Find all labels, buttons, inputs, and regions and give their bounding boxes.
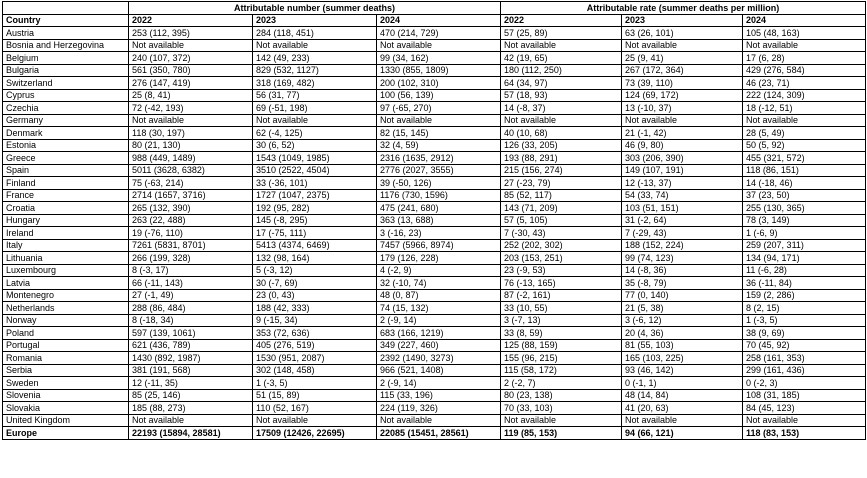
- number-2022-cell: Not available: [129, 39, 253, 52]
- number-2023-cell: 110 (52, 167): [253, 402, 377, 415]
- number-2023-cell: 1530 (951, 2087): [253, 352, 377, 365]
- rate-2023-cell: 25 (9, 41): [622, 52, 743, 65]
- number-2023-cell: 353 (72, 636): [253, 327, 377, 340]
- table-row: [3, 177, 866, 190]
- table-row: [3, 202, 866, 215]
- table-row: [3, 102, 866, 115]
- number-2022-cell: 240 (107, 372): [129, 52, 253, 65]
- number-2023-cell: 62 (-4, 125): [253, 127, 377, 140]
- number-2023-cell: 33 (-36, 101): [253, 177, 377, 190]
- table-row: [3, 27, 866, 40]
- rate-2023-cell: 303 (206, 390): [622, 152, 743, 165]
- header-year-row: [3, 14, 866, 27]
- country-cell: Ireland: [3, 227, 129, 240]
- country-cell: Norway: [3, 314, 129, 327]
- header-group-row: [3, 2, 866, 15]
- header-rate-year-2023: 2023: [622, 14, 743, 27]
- number-2022-cell: 263 (22, 488): [129, 214, 253, 227]
- number-2024-cell: 2 (-9, 14): [377, 314, 501, 327]
- number-2022-cell: 561 (350, 780): [129, 64, 253, 77]
- number-2024-cell: 4 (-2, 9): [377, 264, 501, 277]
- rate-2022-cell: 3 (-7, 13): [501, 314, 622, 327]
- number-2024-cell: Not available: [377, 39, 501, 52]
- rate-2023-cell: Not available: [622, 414, 743, 427]
- table-row: [3, 127, 866, 140]
- country-cell: Belgium: [3, 52, 129, 65]
- number-2023-cell: 405 (276, 519): [253, 339, 377, 352]
- rate-2022-cell: 7 (-30, 43): [501, 227, 622, 240]
- number-2024-cell: 2316 (1635, 2912): [377, 152, 501, 165]
- header-number-year-2024: 2024: [377, 14, 501, 27]
- rate-2023-cell: 99 (74, 123): [622, 252, 743, 265]
- rate-2023-cell: 149 (107, 191): [622, 164, 743, 177]
- table-row: [3, 327, 866, 340]
- rate-2024-cell: 105 (48, 163): [743, 27, 866, 40]
- number-2023-cell: 5413 (4374, 6469): [253, 239, 377, 252]
- rate-2023-cell: Not available: [622, 39, 743, 52]
- country-cell: Greece: [3, 152, 129, 165]
- country-cell: Denmark: [3, 127, 129, 140]
- country-cell: Czechia: [3, 102, 129, 115]
- number-2023-cell: 17 (-75, 111): [253, 227, 377, 240]
- rate-2022-cell: 33 (10, 55): [501, 302, 622, 315]
- rate-2023-cell: 3 (-6, 12): [622, 314, 743, 327]
- country-cell: Austria: [3, 27, 129, 40]
- rate-2024-cell: Not available: [743, 414, 866, 427]
- rate-2022-cell: Not available: [501, 39, 622, 52]
- rate-2023-cell: 48 (14, 84): [622, 389, 743, 402]
- country-cell: Spain: [3, 164, 129, 177]
- table-row: [3, 389, 866, 402]
- number-2023-cell: 132 (98, 164): [253, 252, 377, 265]
- rate-2024-cell: 11 (-6, 28): [743, 264, 866, 277]
- rate-2024-cell: 134 (94, 171): [743, 252, 866, 265]
- number-2022-cell: 75 (-63, 214): [129, 177, 253, 190]
- number-2023-cell: 284 (118, 451): [253, 27, 377, 40]
- number-2024-cell: 200 (102, 310): [377, 77, 501, 90]
- rate-2023-cell: 77 (0, 140): [622, 289, 743, 302]
- number-2022-cell: 80 (21, 130): [129, 139, 253, 152]
- table-row: [3, 377, 866, 390]
- rate-2022-cell: 143 (71, 209): [501, 202, 622, 215]
- rate-2023-cell: 21 (-1, 42): [622, 127, 743, 140]
- rate-2022-cell: 57 (25, 89): [501, 27, 622, 40]
- table-row: [3, 302, 866, 315]
- summer-deaths-table: [2, 1, 866, 440]
- rate-2022-cell: 2 (-2, 7): [501, 377, 622, 390]
- number-2024-cell: 966 (521, 1408): [377, 364, 501, 377]
- number-2023-cell: 829 (532, 1127): [253, 64, 377, 77]
- rate-2022-cell: 23 (-9, 53): [501, 264, 622, 277]
- rate-2023-cell: 165 (103, 225): [622, 352, 743, 365]
- rate-2023-cell: 7 (-29, 43): [622, 227, 743, 240]
- number-2022-cell: 988 (449, 1489): [129, 152, 253, 165]
- table-row: [3, 402, 866, 415]
- rate-2022-cell: 215 (156, 274): [501, 164, 622, 177]
- country-cell: Montenegro: [3, 289, 129, 302]
- country-cell: Bosnia and Herzegovina: [3, 39, 129, 52]
- number-2022-cell: 25 (8, 41): [129, 89, 253, 102]
- table-row: [3, 64, 866, 77]
- country-cell: Hungary: [3, 214, 129, 227]
- total-rate-2022-cell: 119 (85, 153): [501, 427, 622, 440]
- rate-2024-cell: 46 (23, 71): [743, 77, 866, 90]
- rate-2022-cell: 180 (112, 250): [501, 64, 622, 77]
- number-2024-cell: 224 (119, 326): [377, 402, 501, 415]
- table-body: [3, 27, 866, 440]
- header-attributable-number: Attributable number (summer deaths): [129, 2, 501, 15]
- rate-2022-cell: 203 (153, 251): [501, 252, 622, 265]
- number-2024-cell: 7457 (5966, 8974): [377, 239, 501, 252]
- header-number-year-2022: 2022: [129, 14, 253, 27]
- number-2024-cell: 32 (-10, 74): [377, 277, 501, 290]
- number-2024-cell: 1330 (855, 1809): [377, 64, 501, 77]
- table-row: [3, 289, 866, 302]
- rate-2022-cell: 57 (5, 105): [501, 214, 622, 227]
- number-2024-cell: 363 (13, 688): [377, 214, 501, 227]
- table-row: [3, 314, 866, 327]
- number-2023-cell: 23 (0, 43): [253, 289, 377, 302]
- rate-2022-cell: 115 (58, 172): [501, 364, 622, 377]
- number-2024-cell: 3 (-16, 23): [377, 227, 501, 240]
- number-2022-cell: 185 (88, 273): [129, 402, 253, 415]
- table-row: [3, 339, 866, 352]
- rate-2022-cell: 70 (33, 103): [501, 402, 622, 415]
- number-2023-cell: 1543 (1049, 1985): [253, 152, 377, 165]
- number-2023-cell: 3510 (2522, 4504): [253, 164, 377, 177]
- number-2024-cell: 32 (4, 59): [377, 139, 501, 152]
- number-2023-cell: 9 (-15, 34): [253, 314, 377, 327]
- country-cell: Italy: [3, 239, 129, 252]
- rate-2024-cell: 0 (-2, 3): [743, 377, 866, 390]
- number-2022-cell: 7261 (5831, 8701): [129, 239, 253, 252]
- table-row: [3, 77, 866, 90]
- rate-2022-cell: 76 (-13, 165): [501, 277, 622, 290]
- number-2022-cell: 253 (112, 395): [129, 27, 253, 40]
- number-2023-cell: 145 (-8, 295): [253, 214, 377, 227]
- number-2023-cell: Not available: [253, 414, 377, 427]
- number-2023-cell: 5 (-3, 12): [253, 264, 377, 277]
- rate-2022-cell: 193 (88, 291): [501, 152, 622, 165]
- country-cell: Slovakia: [3, 402, 129, 415]
- rate-2023-cell: 63 (26, 101): [622, 27, 743, 40]
- header-rate-year-2024: 2024: [743, 14, 866, 27]
- table-row: [3, 252, 866, 265]
- number-2022-cell: Not available: [129, 114, 253, 127]
- number-2022-cell: 1430 (892, 1987): [129, 352, 253, 365]
- rate-2023-cell: 20 (4, 36): [622, 327, 743, 340]
- rate-2022-cell: 126 (33, 205): [501, 139, 622, 152]
- rate-2024-cell: 258 (161, 353): [743, 352, 866, 365]
- rate-2022-cell: 42 (19, 65): [501, 52, 622, 65]
- country-cell: Switzerland: [3, 77, 129, 90]
- table-row: [3, 264, 866, 277]
- country-cell: Finland: [3, 177, 129, 190]
- number-2023-cell: 192 (95, 282): [253, 202, 377, 215]
- table-row: [3, 414, 866, 427]
- total-country-cell: Europe: [3, 427, 129, 440]
- number-2023-cell: 1727 (1047, 2375): [253, 189, 377, 202]
- rate-2024-cell: 118 (86, 151): [743, 164, 866, 177]
- rate-2023-cell: 103 (51, 151): [622, 202, 743, 215]
- country-cell: Netherlands: [3, 302, 129, 315]
- header-attributable-rate: Attributable rate (summer deaths per million): [501, 2, 866, 15]
- table-row: [3, 189, 866, 202]
- header-blank-cell: [3, 2, 129, 15]
- number-2024-cell: 683 (166, 1219): [377, 327, 501, 340]
- rate-2023-cell: 124 (69, 172): [622, 89, 743, 102]
- rate-2024-cell: 108 (31, 185): [743, 389, 866, 402]
- country-cell: Bulgaria: [3, 64, 129, 77]
- table-row: [3, 52, 866, 65]
- number-2024-cell: 82 (15, 145): [377, 127, 501, 140]
- rate-2023-cell: 93 (46, 142): [622, 364, 743, 377]
- rate-2024-cell: 17 (6, 28): [743, 52, 866, 65]
- number-2023-cell: Not available: [253, 114, 377, 127]
- total-rate-2023-cell: 94 (66, 121): [622, 427, 743, 440]
- country-cell: Sweden: [3, 377, 129, 390]
- rate-2024-cell: 50 (5, 92): [743, 139, 866, 152]
- rate-2024-cell: 37 (23, 50): [743, 189, 866, 202]
- number-2022-cell: 276 (147, 419): [129, 77, 253, 90]
- number-2024-cell: 115 (33, 196): [377, 389, 501, 402]
- rate-2023-cell: 12 (-13, 37): [622, 177, 743, 190]
- table-row: [3, 114, 866, 127]
- number-2024-cell: 100 (56, 139): [377, 89, 501, 102]
- country-cell: Luxembourg: [3, 264, 129, 277]
- rate-2023-cell: 188 (152, 224): [622, 239, 743, 252]
- rate-2023-cell: 267 (172, 364): [622, 64, 743, 77]
- rate-2024-cell: 14 (-18, 46): [743, 177, 866, 190]
- rate-2022-cell: 80 (23, 138): [501, 389, 622, 402]
- table-row: [3, 214, 866, 227]
- rate-2022-cell: 57 (18, 93): [501, 89, 622, 102]
- rate-2022-cell: 14 (-8, 37): [501, 102, 622, 115]
- table-row: [3, 364, 866, 377]
- rate-2023-cell: 54 (33, 74): [622, 189, 743, 202]
- rate-2024-cell: 8 (2, 15): [743, 302, 866, 315]
- number-2022-cell: 85 (25, 146): [129, 389, 253, 402]
- number-2022-cell: Not available: [129, 414, 253, 427]
- number-2022-cell: 288 (86, 484): [129, 302, 253, 315]
- rate-2024-cell: 18 (-12, 51): [743, 102, 866, 115]
- number-2023-cell: 1 (-3, 5): [253, 377, 377, 390]
- country-cell: United Kingdom: [3, 414, 129, 427]
- number-2023-cell: Not available: [253, 39, 377, 52]
- header-country: Country: [3, 14, 129, 27]
- country-cell: Romania: [3, 352, 129, 365]
- rate-2024-cell: 255 (130, 365): [743, 202, 866, 215]
- total-rate-2024-cell: 118 (83, 153): [743, 427, 866, 440]
- number-2022-cell: 8 (-3, 17): [129, 264, 253, 277]
- rate-2022-cell: 33 (8, 59): [501, 327, 622, 340]
- number-2022-cell: 597 (139, 1061): [129, 327, 253, 340]
- number-2024-cell: 2 (-9, 14): [377, 377, 501, 390]
- number-2022-cell: 265 (132, 390): [129, 202, 253, 215]
- rate-2024-cell: 28 (5, 49): [743, 127, 866, 140]
- rate-2024-cell: Not available: [743, 114, 866, 127]
- total-number-2022-cell: 22193 (15894, 28581): [129, 427, 253, 440]
- number-2022-cell: 266 (199, 328): [129, 252, 253, 265]
- country-cell: Poland: [3, 327, 129, 340]
- number-2024-cell: 2776 (2027, 3555): [377, 164, 501, 177]
- country-cell: France: [3, 189, 129, 202]
- header-rate-year-2022: 2022: [501, 14, 622, 27]
- number-2022-cell: 27 (-1, 49): [129, 289, 253, 302]
- number-2024-cell: 179 (126, 228): [377, 252, 501, 265]
- rate-2024-cell: 1 (-6, 9): [743, 227, 866, 240]
- rate-2023-cell: 35 (-8, 79): [622, 277, 743, 290]
- rate-2024-cell: 259 (207, 311): [743, 239, 866, 252]
- country-cell: Germany: [3, 114, 129, 127]
- number-2023-cell: 56 (31, 77): [253, 89, 377, 102]
- number-2024-cell: 74 (15, 132): [377, 302, 501, 315]
- table-row: [3, 277, 866, 290]
- total-number-2024-cell: 22085 (15451, 28561): [377, 427, 501, 440]
- rate-2023-cell: 14 (-8, 36): [622, 264, 743, 277]
- number-2024-cell: Not available: [377, 114, 501, 127]
- number-2023-cell: 302 (148, 458): [253, 364, 377, 377]
- number-2023-cell: 318 (169, 482): [253, 77, 377, 90]
- rate-2022-cell: 85 (52, 117): [501, 189, 622, 202]
- rate-2023-cell: 46 (9, 80): [622, 139, 743, 152]
- rate-2024-cell: 429 (276, 584): [743, 64, 866, 77]
- country-cell: Cyprus: [3, 89, 129, 102]
- number-2022-cell: 19 (-76, 110): [129, 227, 253, 240]
- number-2024-cell: 1176 (730, 1596): [377, 189, 501, 202]
- number-2022-cell: 118 (30, 197): [129, 127, 253, 140]
- number-2022-cell: 2714 (1657, 3716): [129, 189, 253, 202]
- total-number-2023-cell: 17509 (12426, 22695): [253, 427, 377, 440]
- table-row: [3, 139, 866, 152]
- rate-2024-cell: 78 (3, 149): [743, 214, 866, 227]
- rate-2023-cell: Not available: [622, 114, 743, 127]
- rate-2024-cell: 70 (45, 92): [743, 339, 866, 352]
- number-2022-cell: 66 (-11, 143): [129, 277, 253, 290]
- rate-2023-cell: 21 (5, 38): [622, 302, 743, 315]
- rate-2024-cell: 222 (124, 309): [743, 89, 866, 102]
- rate-2022-cell: 125 (88, 159): [501, 339, 622, 352]
- number-2023-cell: 30 (-7, 69): [253, 277, 377, 290]
- number-2022-cell: 8 (-18, 34): [129, 314, 253, 327]
- table-row: [3, 164, 866, 177]
- rate-2024-cell: 299 (161, 436): [743, 364, 866, 377]
- country-cell: Latvia: [3, 277, 129, 290]
- number-2024-cell: 475 (241, 680): [377, 202, 501, 215]
- number-2022-cell: 12 (-11, 35): [129, 377, 253, 390]
- number-2023-cell: 69 (-51, 198): [253, 102, 377, 115]
- rate-2022-cell: Not available: [501, 414, 622, 427]
- rate-2024-cell: 159 (2, 286): [743, 289, 866, 302]
- rate-2022-cell: Not available: [501, 114, 622, 127]
- table-row: [3, 152, 866, 165]
- country-cell: Estonia: [3, 139, 129, 152]
- country-cell: Croatia: [3, 202, 129, 215]
- number-2023-cell: 30 (6, 52): [253, 139, 377, 152]
- rate-2024-cell: 455 (321, 572): [743, 152, 866, 165]
- rate-2023-cell: 31 (-2, 64): [622, 214, 743, 227]
- number-2024-cell: 2392 (1490, 3273): [377, 352, 501, 365]
- country-cell: Serbia: [3, 364, 129, 377]
- rate-2022-cell: 155 (96, 215): [501, 352, 622, 365]
- number-2023-cell: 142 (49, 233): [253, 52, 377, 65]
- table-row: [3, 227, 866, 240]
- rate-2024-cell: 38 (9, 69): [743, 327, 866, 340]
- rate-2023-cell: 73 (39, 110): [622, 77, 743, 90]
- number-2022-cell: 72 (-42, 193): [129, 102, 253, 115]
- number-2023-cell: 188 (42, 333): [253, 302, 377, 315]
- rate-2024-cell: 1 (-3, 5): [743, 314, 866, 327]
- number-2022-cell: 621 (436, 789): [129, 339, 253, 352]
- rate-2024-cell: Not available: [743, 39, 866, 52]
- total-row: [3, 427, 866, 440]
- table-row: [3, 352, 866, 365]
- rate-2022-cell: 87 (-2, 161): [501, 289, 622, 302]
- number-2024-cell: 48 (0, 87): [377, 289, 501, 302]
- number-2024-cell: 97 (-65, 270): [377, 102, 501, 115]
- table-row: [3, 89, 866, 102]
- rate-2022-cell: 40 (10, 68): [501, 127, 622, 140]
- country-cell: Lithuania: [3, 252, 129, 265]
- header-number-year-2023: 2023: [253, 14, 377, 27]
- number-2022-cell: 5011 (3628, 6382): [129, 164, 253, 177]
- rate-2022-cell: 27 (-23, 79): [501, 177, 622, 190]
- rate-2023-cell: 0 (-1, 1): [622, 377, 743, 390]
- rate-2024-cell: 84 (45, 123): [743, 402, 866, 415]
- table-row: [3, 39, 866, 52]
- rate-2023-cell: 13 (-10, 37): [622, 102, 743, 115]
- number-2024-cell: Not available: [377, 414, 501, 427]
- number-2022-cell: 381 (191, 568): [129, 364, 253, 377]
- table-row: [3, 239, 866, 252]
- number-2024-cell: 99 (34, 162): [377, 52, 501, 65]
- rate-2023-cell: 41 (20, 63): [622, 402, 743, 415]
- number-2024-cell: 39 (-50, 126): [377, 177, 501, 190]
- country-cell: Slovenia: [3, 389, 129, 402]
- number-2024-cell: 470 (214, 729): [377, 27, 501, 40]
- rate-2023-cell: 81 (55, 103): [622, 339, 743, 352]
- number-2024-cell: 349 (227, 460): [377, 339, 501, 352]
- rate-2022-cell: 252 (202, 302): [501, 239, 622, 252]
- rate-2024-cell: 36 (-11, 84): [743, 277, 866, 290]
- rate-2022-cell: 64 (34, 97): [501, 77, 622, 90]
- number-2023-cell: 51 (15, 89): [253, 389, 377, 402]
- country-cell: Portugal: [3, 339, 129, 352]
